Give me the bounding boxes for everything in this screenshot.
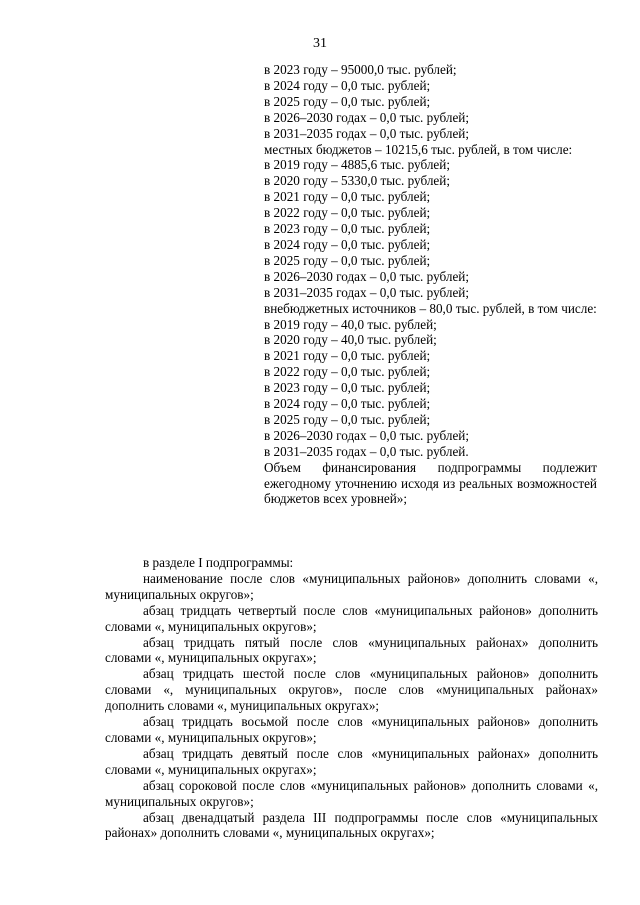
financing-line: в 2031–2035 годах – 0,0 тыс. рублей. xyxy=(264,443,469,459)
financing-line: в 2025 году – 0,0 тыс. рублей; xyxy=(264,411,431,427)
financing-line: в 2026–2030 годах – 0,0 тыс. рублей; xyxy=(264,427,470,443)
financing-line: в 2020 году – 40,0 тыс. рублей; xyxy=(264,332,437,348)
financing-line: в 2021 году – 0,0 тыс. рублей; xyxy=(264,189,431,205)
local-budgets-header: местных бюджетов – 10215,6 тыс. рублей, в том числе: xyxy=(264,141,573,157)
financing-line: в 2023 году – 95000,0 тыс. рублей; xyxy=(264,62,457,77)
amendment-paragraph: абзац тридцать девятый после слов «муниципальных районах» дополнить словами «, муниципальных округах»; xyxy=(105,745,598,777)
financing-line: в 2019 году – 4885,6 тыс. рублей; xyxy=(264,157,450,173)
amendments-block xyxy=(105,555,598,841)
financing-line: в 2022 году – 0,0 тыс. рублей; xyxy=(264,364,431,380)
financing-line: в 2021 году – 0,0 тыс. рублей; xyxy=(264,348,431,364)
financing-line: в 2025 году – 0,0 тыс. рублей; xyxy=(264,252,431,268)
financing-line: в 2024 году – 0,0 тыс. рублей; xyxy=(264,236,431,252)
financing-line: в 2019 году – 40,0 тыс. рублей; xyxy=(264,316,437,332)
amendment-paragraph: абзац тридцать четвертый после слов «муниципальных районов» дополнить словами «, муниципальных округов»; xyxy=(105,602,598,634)
amendment-paragraph: наименование после слов «муниципальных районов» дополнить словами «, муниципальных округов»; xyxy=(105,570,598,602)
financing-line: в 2024 году – 0,0 тыс. рублей; xyxy=(264,396,431,412)
amendment-paragraph: абзац двенадцатый раздела III подпрограммы после слов «муниципальных районах» дополнить словами «, муниципальных округах»; xyxy=(105,809,598,841)
financing-line: в 2023 году – 0,0 тыс. рублей; xyxy=(264,380,431,396)
financing-line: в 2023 году – 0,0 тыс. рублей; xyxy=(264,221,431,237)
financing-block xyxy=(264,62,597,507)
financing-line: в 2024 году – 0,0 тыс. рублей; xyxy=(264,77,431,93)
amendment-paragraph: абзац сороковой после слов «муниципальных районов» дополнить словами «, муниципальных округов»; xyxy=(105,777,598,809)
financing-line: в 2025 году – 0,0 тыс. рублей; xyxy=(264,93,431,109)
financing-line: в 2022 году – 0,0 тыс. рублей; xyxy=(264,205,431,221)
amendment-paragraph: абзац тридцать пятый после слов «муниципальных районах» дополнить словами «, муниципальных округах»; xyxy=(105,634,598,666)
financing-line: в 2026–2030 годах – 0,0 тыс. рублей; xyxy=(264,109,470,125)
financing-closing-paragraph: Объем финансирования подпрограммы подлежит ежегодному уточнению исходя из реальных возможностей бюджетов всех уровней»; xyxy=(264,459,597,507)
amendment-paragraph: абзац тридцать восьмой после слов «муниципальных районов» дополнить словами «, муниципальных округов»; xyxy=(105,714,598,745)
amendment-paragraph: в разделе I подпрограммы: xyxy=(143,555,294,570)
amendment-paragraph: абзац тридцать шестой после слов «муниципальных районов» дополнить словами «, муниципальных округов», после слов «муниципальных районах» дополнить словами «, муниципальных округах»; xyxy=(105,666,598,714)
financing-line: в 2026–2030 годах – 0,0 тыс. рублей; xyxy=(264,268,470,284)
page-number: 31 xyxy=(313,36,327,51)
extrabudget-header: внебюджетных источников – 80,0 тыс. рублей, в том числе: xyxy=(264,300,597,316)
financing-line: в 2031–2035 годах – 0,0 тыс. рублей; xyxy=(264,284,470,300)
financing-line: в 2020 году – 5330,0 тыс. рублей; xyxy=(264,173,450,189)
financing-line: в 2031–2035 годах – 0,0 тыс. рублей; xyxy=(264,125,470,141)
